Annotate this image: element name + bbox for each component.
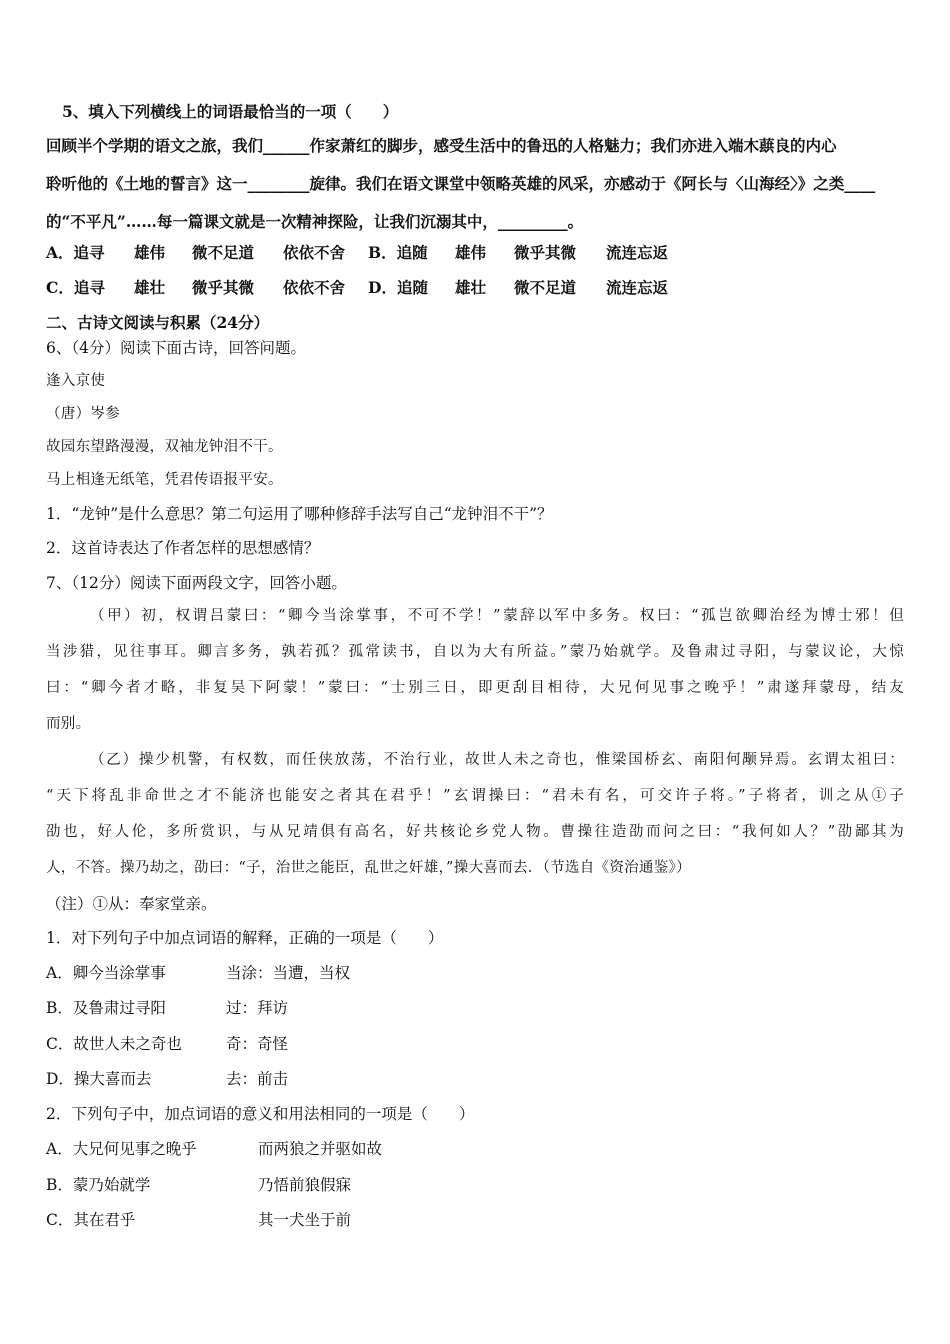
q5-option-b-word1: B．追随 (368, 243, 428, 262)
q5-option-d-word2: 雄壮 (455, 278, 487, 297)
q5-option-c-word3: 微乎其微 (192, 278, 255, 297)
q5-options-row-1 (46, 243, 668, 263)
passage-jia-line-1: （甲）初，权谓吕蒙曰：“卿今当涂掌事，不可不学！”蒙辞以军中多务。权曰：“孤岂欲卿治经为博士邪！但 (90, 608, 904, 624)
passage-jia-line-3: 曰：“卿今者才略，非复吴下阿蒙！”蒙曰：“士别三日，即更刮目相待，大兄何见事之晚乎！”肃遂拜蒙母，结友 (46, 680, 904, 696)
poem-verse-2: 马上相逢无纸笔，凭君传语报平安。 (46, 472, 283, 488)
option-gloss: 当涂：当遭，当权 (226, 964, 351, 982)
option-gloss: 去：前击 (226, 1070, 289, 1088)
passage-jia-line-4: 而别。 (46, 716, 91, 732)
option-gloss: 过：拜访 (226, 999, 289, 1017)
q5-options-row-2 (46, 278, 668, 298)
q7-sub1-option-b (46, 998, 288, 1018)
passage-yi-line-2: “天下将乱非命世之才不能济也能安之者其在君乎！”玄谓操曰：“君未有名，可交许子将。”子将者，训之从①子 (46, 788, 904, 804)
q6-subquestion-1: 1．“龙钟”是什么意思？第二句运用了哪种修辞手法写自己“龙钟泪不干”？ (46, 505, 553, 523)
q7-sub1-option-a (46, 963, 350, 983)
option-label: A．大兄何见事之晚乎 (46, 1140, 197, 1158)
option-label: C．故世人未之奇也 (46, 1035, 182, 1053)
q7-subquestion-1-stem: 1．对下列句子中加点词语的解释，正确的一项是（ ） (46, 929, 444, 947)
q5-title: 5、填入下列横线上的词语最恰当的一项（ ） (62, 102, 399, 121)
q5-passage-line-2: 聆听他的《土地的誓言》这一________旋律。我们在语文课堂中领略英雄的风采，亦感动于《阿长与〈山海经〉》之类____ (46, 174, 876, 193)
q5-option-c-word2: 雄壮 (134, 278, 166, 297)
q5-option-c-word1: C．追寻 (46, 278, 105, 297)
q5-option-a-word4: 依依不舍 (283, 243, 346, 262)
option-gloss: 乃悟前狼假寐 (258, 1176, 352, 1194)
q7-subquestion-2-stem: 2．下列句子中，加点词语的意义和用法相同的一项是（ ） (46, 1105, 475, 1123)
passage-yi-line-3: 劭也，好人伦，多所赏识，与从兄靖俱有高名，好共核论乡党人物。曹操往造劭而问之曰：“我何如人？”劭鄙其为 (46, 824, 904, 840)
q5-option-d-word4: 流连忘返 (606, 278, 669, 297)
q6-subquestion-2: 2．这首诗表达了作者怎样的思想感情？ (46, 539, 320, 557)
section-2-heading: 二、古诗文阅读与积累（24分） (46, 313, 270, 332)
passage-yi-line-4: 人，不答。操乃劫之，劭曰：“子，治世之能臣，乱世之奸雄，”操大喜而去．（节选自《资治通鉴》） (46, 860, 691, 876)
q7-sub2-option-b (46, 1175, 351, 1195)
q7-sub2-option-a (46, 1139, 382, 1159)
poem-author: （唐）岑参 (46, 406, 120, 422)
q5-option-a-word1: A．追寻 (46, 243, 105, 262)
footnote: （注）①从：奉家堂亲。 (46, 895, 217, 913)
passage-yi-line-1: （乙）操少机警，有权数，而任侠放荡，不治行业，故世人未之奇也，惟梁国桥玄、南阳何颙异焉。玄谓太祖曰： (90, 752, 904, 768)
q5-option-d-word3: 微不足道 (514, 278, 577, 297)
option-label: C．其在君乎 (46, 1211, 136, 1229)
q5-option-a-word2: 雄伟 (134, 243, 166, 262)
q5-option-b-word3: 微乎其微 (514, 243, 577, 262)
q6-title: 6、（4分）阅读下面古诗，回答问题。 (46, 339, 306, 357)
poem-title: 逢入京使 (46, 373, 106, 389)
q7-sub1-option-d (46, 1069, 288, 1089)
poem-verse-1: 故园东望路漫漫，双袖龙钟泪不干。 (46, 439, 283, 455)
option-gloss: 而两狼之并驱如故 (258, 1140, 383, 1158)
q5-option-b-word4: 流连忘返 (606, 243, 669, 262)
q7-sub1-option-c (46, 1034, 288, 1054)
q5-option-b-word2: 雄伟 (455, 243, 487, 262)
option-label: A．卿今当涂掌事 (46, 964, 166, 982)
q7-title: 7、（12分）阅读下面两段文字，回答小题。 (46, 574, 347, 592)
option-label: B．及鲁肃过寻阳 (46, 999, 166, 1017)
option-label: B．蒙乃始就学 (46, 1176, 151, 1194)
q5-option-a-word3: 微不足道 (192, 243, 255, 262)
q7-sub2-option-c (46, 1210, 351, 1230)
q5-option-d-word1: D．追随 (368, 278, 428, 297)
option-label: D．操大喜而去 (46, 1070, 152, 1088)
q5-passage-line-1: 回顾半个学期的语文之旅，我们______作家萧红的脚步，感受生活中的鲁迅的人格魅力；我们亦进入端木蕻良的内心 (46, 136, 837, 155)
passage-jia-line-2: 当涉猎，见往事耳。卿言多务，孰若孤？孤常读书，自以为大有所益。”蒙乃始就学。及鲁肃过寻阳，与蒙议论，大惊 (46, 644, 904, 660)
option-gloss: 奇：奇怪 (226, 1035, 289, 1053)
option-gloss: 其一犬坐于前 (258, 1211, 352, 1229)
q5-option-c-word4: 依依不舍 (283, 278, 346, 297)
q5-passage-line-3: 的“不平凡”……每一篇课文就是一次精神探险，让我们沉溺其中，_________。 (46, 212, 584, 231)
